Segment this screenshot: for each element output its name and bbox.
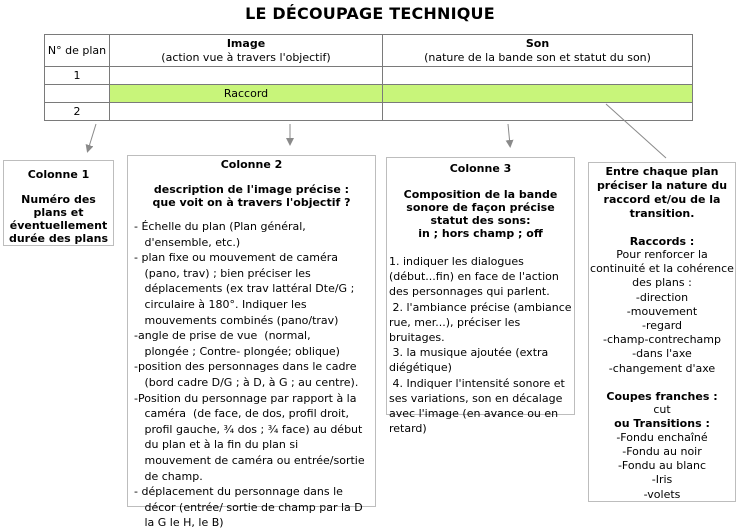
header-son-subtitle: (nature de la bande son et statut du son) [424,50,651,64]
colonne2-line: d'ensemble, etc.) [134,235,241,249]
colonne2-subtitle: description de l'image précise : [153,183,350,196]
page-title: LE DÉCOUPAGE TECHNIQUE [245,4,495,23]
colonne2-line: - plan fixe ou mouvement de caméra [134,251,339,265]
colonne3-subtitle [387,188,574,240]
colonne2-line: - Échelle du plan (Plan général, [134,220,306,233]
raccords-item: -mouvement [626,304,698,318]
colonne2-content [128,219,375,531]
colonne4-box [588,162,736,502]
colonne2-line: circulaire à 180°. Indiquer les [134,297,307,311]
transitions-item: -Fondu au blanc [617,459,707,473]
colonne3-line: 2. l'ambiance précise (ambiance [389,300,572,314]
colonne2-line: de champ. [134,469,203,483]
colonne3-sub-line: in ; hors champ ; off [418,227,543,240]
raccords-item: -direction [635,290,689,304]
coupes-cut: cut [653,402,671,416]
raccords-item: des plans : [632,276,692,290]
header-image-title: Image [226,36,266,50]
colonne2-subtitle: que voit on à travers l'objectif ? [152,196,351,209]
colonne1-title: Colonne 1 [27,168,90,181]
colonne1-box [3,160,114,246]
colonne2-line: -angle de prise de vue (normal, [134,329,311,343]
colonne2-line: du plan et à la fin du plan si [134,438,299,452]
raccords-title: Raccords : [629,235,695,248]
raccords-item: -champ-contrechamp [603,333,721,347]
header-son-title: Son [525,36,550,50]
raccords-item: -regard [641,319,683,333]
plan-number: 1 [45,67,110,85]
colonne3-sub-line: statut des sons: [430,214,531,227]
colonne4-intro-line: transition. [629,207,695,220]
raccords-item: continuité et la cohérence [590,262,734,276]
colonne4-intro [589,165,735,221]
colonne3-line: 3. la musique ajoutée (extra [389,346,549,360]
colonne2-line: -position des personnages dans le cadre [134,360,357,374]
colonne3-box [386,157,575,436]
colonne3-line: (début...fin) en face de l'action [389,270,559,284]
colonne2-line: (bord cadre D/G ; à D, à G ; au centre). [134,375,359,389]
colonne3-line: 4. Indiquer l'intensité sonore et [389,376,565,390]
transitions-item: -Iris [651,473,673,487]
transitions-item: -Fondu enchaîné [616,430,708,444]
colonne2-line: plongée ; Contre- plongée; oblique) [134,344,340,358]
colonne4-intro-line: raccord et/ou de la [603,193,721,206]
raccords-item: Pour renforcer la [616,248,708,261]
colonne3-sub-line: Composition de la bande [403,188,558,201]
raccords-list [589,248,735,376]
colonne3-line: ses variations, son en décalage [389,391,563,405]
header-plan: N° de plan [45,35,110,67]
colonne3-line: 1. indiquer les dialogues [389,255,524,268]
raccords-item: -changement d'axe [608,361,716,375]
colonne3-sub-line: sonore de façon précise [406,201,555,214]
transitions-item: -Fondu au noir [622,445,702,459]
colonne3-line: retard) [389,422,427,436]
colonne3-title: Colonne 3 [449,162,512,175]
colonne2-line: décor (entrée/ sortie de champ par la D [134,500,363,514]
colonne2-line: mouvements combinés (pano/trav) [134,313,339,327]
colonne2-line: - déplacement du personnage dans le [134,485,343,499]
raccords-item: -dans l'axe [632,347,692,361]
raccord-cell: Raccord [110,85,383,103]
colonne3-content [387,254,574,436]
colonne1-line: Numéro des [21,193,96,206]
coupes-title: Coupes franches : [606,389,718,403]
colonne2-line: -Position du personnage par rapport à la [134,391,357,405]
colonne2-title: Colonne 2 [220,158,283,171]
arrow-colonne1 [88,124,96,150]
transitions-item: -volets [643,487,681,501]
arrow-colonne4 [606,104,666,158]
colonne1-line: durée des plans [8,232,109,245]
colonne1-line: plans et [33,206,84,219]
colonne3-line: des personnages qui parlent. [389,285,550,299]
transitions-list [589,431,735,502]
plan-number: 2 [45,103,110,121]
colonne2-line: caméra (de face, de dos, profil droit, [134,407,349,421]
colonne2-line: déplacements (ex trav lattéral Dte/G ; [134,282,355,296]
colonne4-intro-line: préciser la nature du [596,179,728,192]
colonne2-line: (pano, trav) ; bien préciser les [134,266,311,280]
colonne2-line: la G le H, le B) [134,516,224,530]
arrow-colonne3 [508,124,510,145]
colonne3-line: rue, mer...), préciser les [389,315,521,329]
colonne2-line: mouvement de caméra ou entrée/sortie [134,453,365,467]
colonne3-line: diégétique) [389,361,452,375]
header-image-subtitle: (action vue à travers l'objectif) [161,50,331,64]
colonne2-line: profil gauche, ¾ dos ; ¾ face) au début [134,422,363,436]
colonne1-line: éventuellement [9,219,108,232]
colonne3-line: avec l'image (en avance ou en [389,407,559,421]
colonne2-box [127,155,376,530]
transitions-title: ou Transitions : [614,416,710,430]
colonne3-line: bruitages. [389,331,445,345]
colonne4-intro-line: Entre chaque plan [605,165,719,178]
